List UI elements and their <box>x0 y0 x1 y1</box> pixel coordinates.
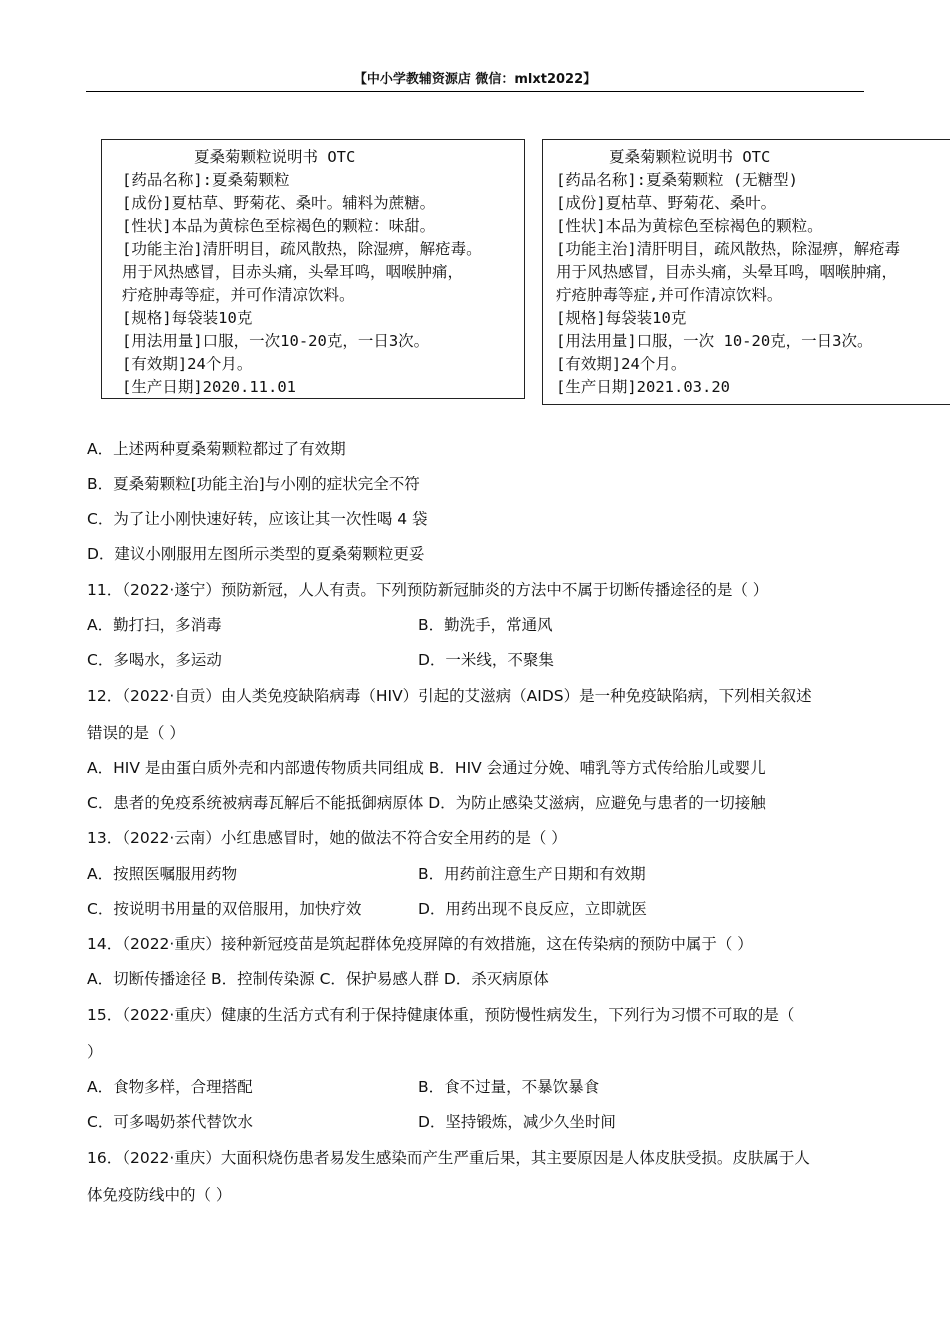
leaflet-line: [功能主治]清肝明目，疏风散热，除湿痹，解疮毒。 <box>122 240 482 258</box>
q13-option-c: C．按说明书用量的双倍服用，加快疗效 <box>87 900 362 918</box>
q10-option-c: C．为了让小刚快速好转，应该让其一次性喝 4 袋 <box>87 510 428 528</box>
q11-option-b: B．勤洗手，常通风 <box>418 616 553 634</box>
leaflet-line: [规格]每袋装10克 <box>122 309 253 327</box>
leaflet-left <box>101 139 525 399</box>
q15-option-c: C．可多喝奶茶代替饮水 <box>87 1113 253 1131</box>
leaflet-right <box>542 139 950 405</box>
q13-stem: 13．（2022·云南）小红患感冒时，她的做法不符合安全用药的是（ ） <box>87 829 567 847</box>
leaflet-line: [有效期]24个月。 <box>122 355 253 373</box>
leaflet-line: [用法用量]口服，一次 10-20克，一日3次。 <box>556 332 873 350</box>
leaflet-line: [成份]夏枯草、野菊花、桑叶。 <box>556 194 777 212</box>
q12-stem: 12．（2022·自贡）由人类免疫缺陷病毒（HIV）引起的艾滋病（AIDS）是一种免疫缺陷病，下列相关叙述 <box>87 687 812 705</box>
leaflet-line: 用于风热感冒，目赤头痛，头晕耳鸣，咽喉肿痛， <box>122 263 464 281</box>
q12-options-cd: C．患者的免疫系统被病毒瓦解后不能抵御病原体 D．为防止感染艾滋病，应避免与患者的一切接触 <box>87 794 766 812</box>
q15-option-b: B．食不过量，不暴饮暴食 <box>418 1078 600 1096</box>
q13-option-a: A．按照医嘱服用药物 <box>87 865 238 883</box>
q12-stem-cont: 错误的是（ ） <box>87 724 185 742</box>
q15-option-a: A．食物多样，合理搭配 <box>87 1078 253 1096</box>
leaflet-line: [生产日期]2020.11.01 <box>122 378 296 396</box>
leaflet-line: [用法用量]口服，一次10-20克，一日3次。 <box>122 332 430 350</box>
q16-stem: 16．（2022·重庆）大面积烧伤患者易发生感染而产生严重后果，其主要原因是人体皮肤受损。皮肤属于人 <box>87 1149 810 1167</box>
q12-options-ab: A．HIV 是由蛋白质外壳和内部遗传物质共同组成 B．HIV 会通过分娩、哺乳等方式传给胎儿或婴儿 <box>87 759 766 777</box>
q14-stem: 14．（2022·重庆）接种新冠疫苗是筑起群体免疫屏障的有效措施，这在传染病的预防中属于（ ） <box>87 935 753 953</box>
q10-option-d: D．建议小刚服用左图所示类型的夏桑菊颗粒更妥 <box>87 545 425 563</box>
q11-option-c: C．多喝水，多运动 <box>87 651 222 669</box>
page-header: 【中小学教辅资源店 微信：mlxt2022】 <box>86 68 864 92</box>
q15-option-d: D．坚持锻炼，减少久坐时间 <box>418 1113 616 1131</box>
leaflet-line: [药品名称]:夏桑菊颗粒 (无糖型) <box>556 171 798 189</box>
q10-option-a: A．上述两种夏桑菊颗粒都过了有效期 <box>87 440 346 458</box>
leaflet-line: [功能主治]清肝明目，疏风散热，除湿痹，解疮毒 <box>556 240 901 258</box>
q11-stem: 11．（2022·遂宁）预防新冠，人人有责。下列预防新冠肺炎的方法中不属于切断传播途径的是（ ） <box>87 581 769 599</box>
q15-stem: 15．（2022·重庆）健康的生活方式有利于保持健康体重，预防慢性病发生，下列行为习惯不可取的是（ <box>87 1006 795 1024</box>
leaflet-line: 疔疮肿毒等症，并可作清凉饮料。 <box>122 286 355 304</box>
q15-stem-cont: ） <box>87 1043 103 1061</box>
leaflet-line: [性状]本品为黄棕色至棕褐色的颗粒。 <box>556 217 823 235</box>
leaflet-line: [性状]本品为黄棕色至棕褐色的颗粒：味甜。 <box>122 217 436 235</box>
q13-option-b: B．用药前注意生产日期和有效期 <box>418 865 646 883</box>
leaflet-line: [药品名称]:夏桑菊颗粒 <box>122 171 290 189</box>
leaflet-line: 用于风热感冒，目赤头痛，头晕耳鸣，咽喉肿痛， <box>556 263 898 281</box>
q11-option-a: A．勤打扫，多消毒 <box>87 616 222 634</box>
leaflet-title: 夏桑菊颗粒说明书 OTC <box>194 148 356 166</box>
leaflet-line: [规格]每袋装10克 <box>556 309 687 327</box>
leaflet-line: 疔疮肿毒等症,并可作清凉饮料。 <box>556 286 783 304</box>
leaflet-line: [成份]夏枯草、野菊花、桑叶。辅料为蔗糖。 <box>122 194 436 212</box>
q14-options: A．切断传播途径 B．控制传染源 C．保护易感人群 D．杀灭病原体 <box>87 970 549 988</box>
leaflet-line: [有效期]24个月。 <box>556 355 687 373</box>
q10-option-b: B．夏桑菊颗粒[功能主治]与小刚的症状完全不符 <box>87 475 420 493</box>
q13-option-d: D．用药出现不良反应，立即就医 <box>418 900 647 918</box>
leaflet-line: [生产日期]2021.03.20 <box>556 378 730 396</box>
q16-stem-cont: 体免疫防线中的（ ） <box>87 1186 232 1204</box>
leaflet-title: 夏桑菊颗粒说明书 OTC <box>609 148 771 166</box>
q11-option-d: D．一米线，不聚集 <box>418 651 554 669</box>
